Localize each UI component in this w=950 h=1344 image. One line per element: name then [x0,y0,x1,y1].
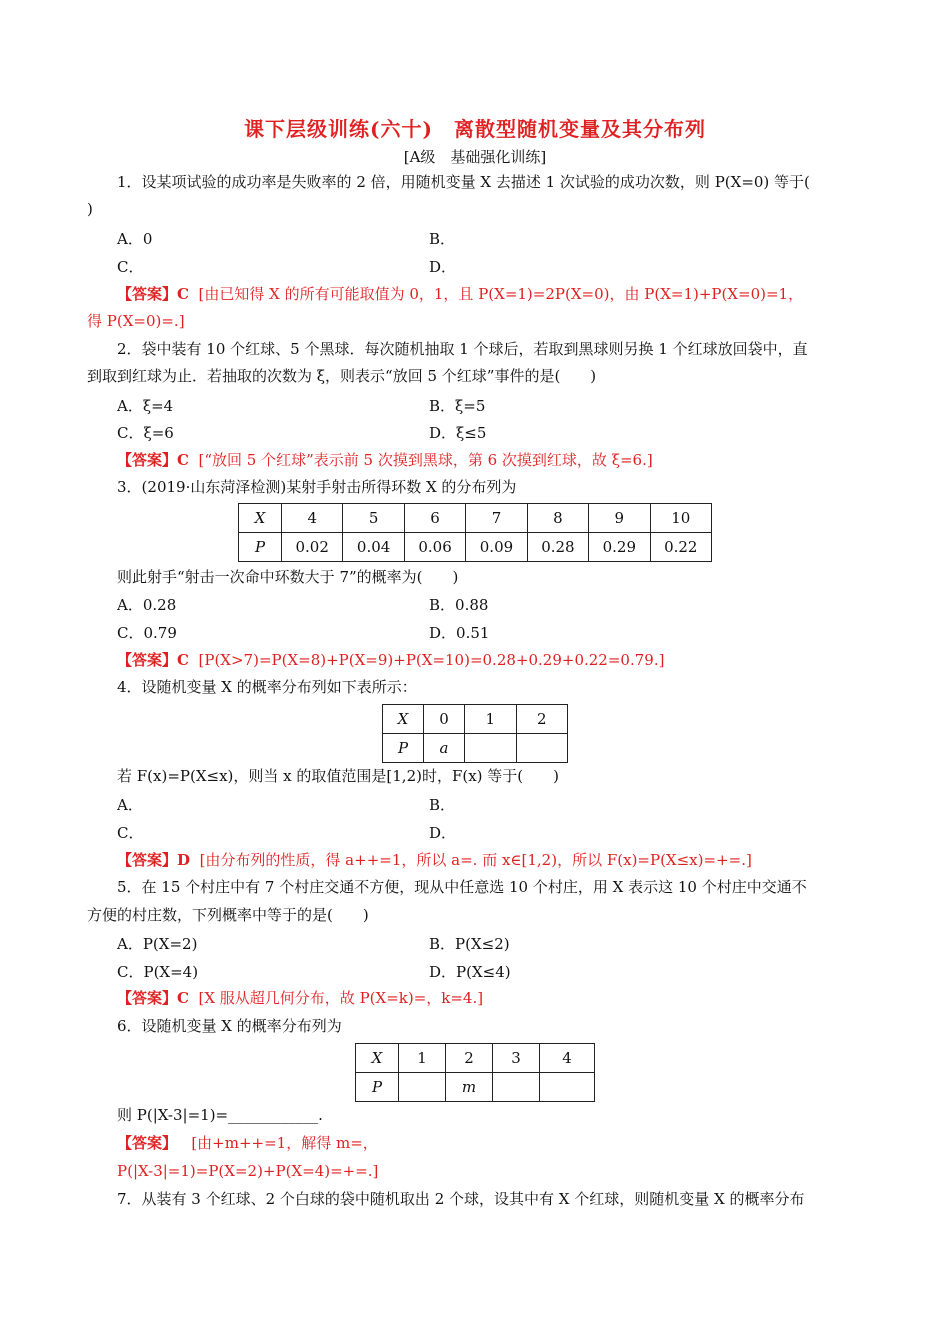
q1-answer [117,284,897,304]
q5-stem-line1: 5．在 15 个村庄中有 7 个村庄交通不方便，现从中任意选 10 个村庄，用 X 表示这 10 个村庄中交通不 [117,878,807,896]
table-cell: 0.09 [466,533,527,562]
q2-answer-text: [“放回 5 个红球”表示前 5 次摸到黑球，第 6 次摸到红球，故 ξ=6.] [198,451,653,469]
table-cell: m [461,1078,477,1096]
table-row [383,734,568,763]
table-cell: 6 [404,504,465,533]
q3-stem-line1: 3．(2019·山东菏泽检测)某射手射击所得环数 X 的分布列为 [117,478,517,496]
q4-distribution-table [382,704,568,763]
q3-answer-text: [P(X>7)=P(X=8)+P(X=9)+P(X=10)=0.28+0.29+0.22=0.79.] [198,651,665,669]
q4-option-c: C． [117,824,144,842]
q2-stem-line2: 到取到红球为止．若抽取的次数为 ξ，则表示“放回 5 个红球”事件的是( ) [87,367,597,385]
q6-answer [117,1133,897,1153]
section-heading: [A级 基础强化训练] [403,148,547,166]
table-cell: 7 [466,504,527,533]
table-cell: 2 [446,1044,493,1073]
q6-distribution-table [355,1043,595,1102]
q5-option-b: B．P(X≤2) [429,935,510,953]
q1-option-c: C． [117,258,144,276]
q1-answer-line2: 得 P(X=0)=.] [87,312,185,330]
table-cell: P [397,739,409,757]
table-cell [540,1073,595,1102]
table-cell: 9 [589,504,650,533]
q5-option-a: A．P(X=2) [117,935,198,953]
table-row [383,705,568,734]
q4-answer-text: [由分布列的性质，得 a++=1，所以 a=. 而 x∈[1,2)，所以 F(x)=P(X≤x)=+=.] [199,851,752,869]
q3-option-b: B．0.88 [429,596,489,614]
q1-option-a: A．0 [117,230,153,248]
q4-option-d: D． [429,824,457,842]
table-cell: 1 [465,705,517,734]
table-cell: 3 [493,1044,540,1073]
q5-answer [117,988,897,1008]
table-row [239,504,712,533]
q4-answer [117,850,897,870]
q5-option-d: D．P(X≤4) [429,963,511,981]
q2-option-c: C．ξ=6 [117,424,174,442]
table-cell [493,1073,540,1102]
table-cell: 10 [650,504,711,533]
answer-label: 【答案】C [117,451,189,469]
q3-distribution-table [238,503,712,562]
table-row [356,1073,595,1102]
q1-option-b: B． [429,230,456,248]
page-title: 课下层级训练(六十) 离散型随机变量及其分布列 [244,117,706,141]
table-row [239,533,712,562]
table-cell: 2 [516,705,568,734]
q6-stem-line1: 6．设随机变量 X 的概率分布列为 [117,1017,342,1035]
table-cell: 1 [399,1044,446,1073]
table-cell: 8 [527,504,588,533]
q2-option-a: A．ξ=4 [117,397,174,415]
q5-option-c: C．P(X=4) [117,963,199,981]
table-cell: 0 [424,705,465,734]
q5-stem-line2: 方便的村庄数，下列概率中等于的是( ) [87,906,369,924]
q3-option-a: A．0.28 [117,596,177,614]
q1-stem-line2: ) [87,200,93,218]
table-cell [399,1073,446,1102]
table-cell: 5 [343,504,404,533]
table-cell: 4 [282,504,343,533]
q2-option-d: D．ξ≤5 [429,424,487,442]
q7-stem-line1: 7．从装有 3 个红球、2 个白球的袋中随机取出 2 个球，设其中有 X 个红球，则随机变量 X 的概率分布 [117,1190,805,1208]
table-cell: 0.06 [404,533,465,562]
answer-label: 【答案】C [117,651,189,669]
q3-answer [117,650,897,670]
table-cell: X [397,710,409,728]
q6-answer-line2: P(|X-3|=1)=P(X=2)+P(X=4)=+=.] [117,1162,379,1180]
q4-stem-line1: 4．设随机变量 X 的概率分布列如下表所示： [117,678,417,696]
q1-answer-text: [由已知得 X 的所有可能取值为 0，1，且 P(X=1)=2P(X=0)，由 P(X=1)+P(X=0)=1， [198,285,804,303]
answer-label: 【答案】 [117,1134,178,1152]
answer-label: 【答案】C [117,989,189,1007]
table-cell [516,734,568,763]
q6-stem-line2: 则 P(|X-3|=1)=____________. [117,1106,323,1124]
table-cell: 0.02 [282,533,343,562]
table-cell: X [254,509,266,527]
answer-label: 【答案】D [117,851,191,869]
table-cell: a [439,739,449,757]
q4-option-a: A． [117,796,143,814]
table-cell: 0.04 [343,533,404,562]
q4-stem-line2: 若 F(x)=P(X≤x)，则当 x 的取值范围是[1,2)时，F(x) 等于( ) [117,767,560,785]
q1-option-d: D． [429,258,457,276]
table-cell: X [371,1049,383,1067]
table-cell: 0.22 [650,533,711,562]
q2-answer [117,450,897,470]
answer-label: 【答案】C [117,285,189,303]
table-cell: 0.28 [527,533,588,562]
table-cell [465,734,517,763]
q5-answer-text: [X 服从超几何分布，故 P(X=k)=，k=4.] [198,989,484,1007]
table-cell: P [254,538,266,556]
table-cell: P [371,1078,383,1096]
q1-stem-line1: 1．设某项试验的成功率是失败率的 2 倍，用随机变量 X 去描述 1 次试验的成功次数，则 P(X=0) 等于( [117,173,810,191]
q2-option-b: B．ξ=5 [429,397,486,415]
q4-option-b: B． [429,796,456,814]
table-row [356,1044,595,1073]
q3-option-d: D．0.51 [429,624,490,642]
q3-option-c: C．0.79 [117,624,177,642]
table-cell: 4 [540,1044,595,1073]
q6-answer-text: [由+m++=1，解得 m=， [191,1134,378,1152]
q2-stem-line1: 2．袋中装有 10 个红球、5 个黑球．每次随机抽取 1 个球后，若取到黑球则另换 1 个红球放回袋中，直 [117,340,808,358]
table-cell: 0.29 [589,533,650,562]
q3-stem-line2: 则此射手“射击一次命中环数大于 7”的概率为( ) [117,568,459,586]
